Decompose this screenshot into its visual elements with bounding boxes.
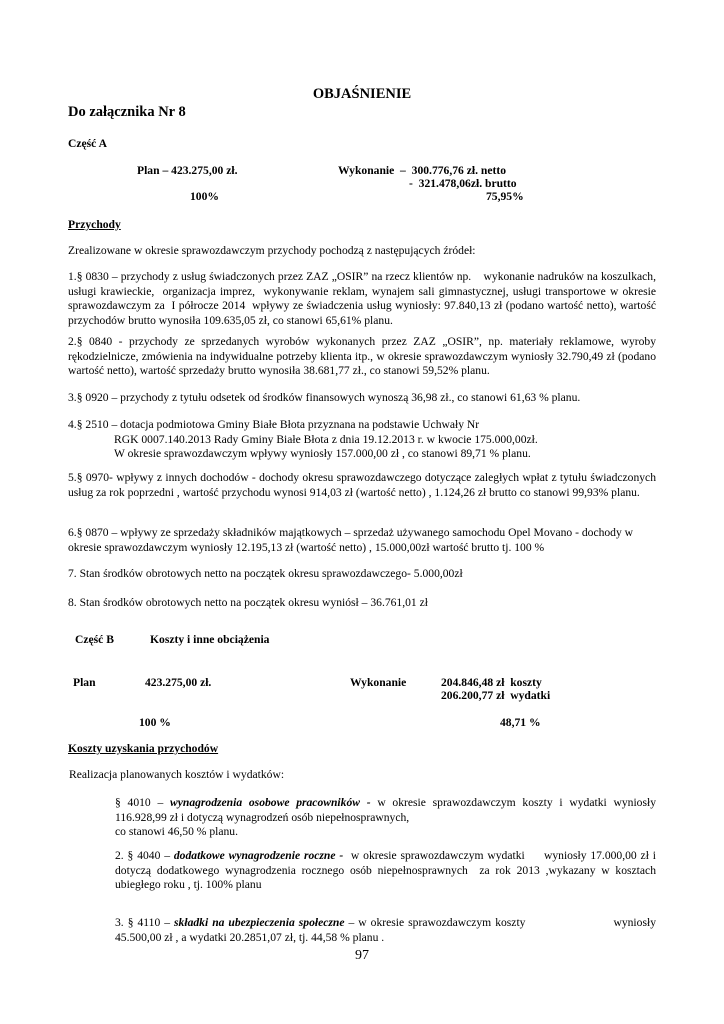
cost-item-1-text: w okresie sprawozdawczym koszty i wydatki wyniosły 116.928,99 zł i dotyczą wynagrodzeń osób niepełnosprawnych, (115, 796, 656, 824)
part-a-pct-exec: 75,95% (486, 190, 524, 203)
part-b-pct-exec: 48,71 % (500, 716, 541, 729)
costs-intro: Realizacja planowanych kosztów i wydatków: (69, 768, 285, 781)
part-b-exec-label: Wykonanie (350, 676, 407, 689)
part-b-pct-plan: 100 % (139, 716, 171, 729)
cost-item-2-prefix: 2. § 4040 – (115, 849, 174, 862)
income-item-4-line-2: RGK 0007.140.2013 Rady Gminy Białe Błota z dnia 19.12.2013 r. w kwocie 175.000,00zł. (114, 432, 538, 446)
page-number: 97 (355, 948, 369, 963)
income-item-1: 1.§ 0830 – przychody z usług świadczonych przez ZAZ „OSIR” na rzecz klientów np. wykonanie nadruków na koszulkach, usługi krawieckie, organizacja imprez, wykonywanie reklam, wynajem sali gimnastycznej, usługi transportowe w okresie sprawozdawczym za I półrocze 2014 wpływy ze świadczenia usług wyniosły: 97.840,13 zł (podano wartość netto), wartość przychodów brutto wynosiła 109.635,05 zł, co stanowi 65,61% planu. (68, 270, 659, 327)
income-intro: Zrealizowane w okresie sprawozdawczym przychody pochodzą z następujących źródeł: (68, 244, 476, 257)
part-b-subtitle: Koszty i inne obciążenia (150, 633, 270, 646)
cost-item-2 (115, 849, 659, 893)
part-b-exec-expenses: 206.200,77 zł wydatki (441, 689, 551, 702)
part-a-exec-net: Wykonanie – 300.776,76 zł. netto (338, 164, 507, 177)
cost-item-1-prefix: § 4010 – (115, 796, 170, 809)
income-item-4-line-1: 4.§ 2510 – dotacja podmiotowa Gminy Białe Błota przyznana na podstawie Uchwały Nr (68, 418, 480, 431)
cost-item-3-title: składki na ubezpieczenia społeczne (174, 916, 345, 929)
cost-item-1-title: wynagrodzenia osobowe pracowników - (170, 796, 371, 809)
income-item-8: 8. Stan środków obrotowych netto na początek okresu wyniósł – 36.761,01 zł (68, 596, 428, 609)
part-a-label: Część A (68, 137, 107, 150)
cost-item-3-prefix: 3. § 4110 – (115, 916, 175, 929)
income-heading: Przychody (68, 218, 121, 231)
page-title: OBJAŚNIENIE (312, 86, 412, 102)
income-item-7: 7. Stan środków obrotowych netto na początek okresu sprawozdawczego- 5.000,00zł (68, 567, 463, 580)
cost-item-2-text: w okresie sprawozdawczym wydatki wyniosły 17.000,00 zł i dotyczą dodatkowego wynagrodzenia rocznego osób niepełnosprawnych za rok 2013 ,wykazany w kosztach ubiegłego roku , tj. 100% planu (115, 849, 659, 891)
cost-item-3-text: – w okresie sprawozdawczym koszty wyniosły 45.500,00 zł , a wydatki 20.2851,07 zł, tj. 44,58 % planu . (115, 916, 659, 944)
part-b-plan-value: 423.275,00 zł. (145, 676, 212, 689)
cost-item-1-line-2: co stanowi 46,50 % planu. (115, 825, 239, 838)
income-item-4 (68, 418, 656, 462)
income-item-5: 5.§ 0970- wpływy z innych dochodów - dochody okresu sprawozdawczego dotyczące zaległych wpłat z tytułu świadczonych usług za rok poprzedni , wartość przychodu wynosi 914,03 zł (wartość netto) , 1.124,26 zł brutto co stanowi 99,93% planu. (68, 471, 656, 499)
part-a-exec-gross: - 321.478,06zł. brutto (409, 177, 517, 190)
attachment-heading: Do załącznika Nr 8 (68, 104, 186, 120)
part-b-label: Część B (75, 633, 114, 646)
cost-item-1 (115, 796, 656, 840)
part-a-pct-plan: 100% (190, 190, 219, 203)
income-item-3: 3.§ 0920 – przychody z tytułu odsetek od środków finansowych wynoszą 36,98 zł., co stanowi 61,63 % planu. (68, 391, 581, 404)
part-b-exec-costs: 204.846,48 zł koszty (441, 676, 542, 689)
cost-item-2-title: dodatkowe wynagrodzenie roczne - (173, 849, 344, 862)
income-item-2: 2.§ 0840 - przychody ze sprzedanych wyrobów wykonanych przez ZAZ „OSIR”, np. materiały reklamowe, wyroby rękodzielnicze, zmówienia na indywidualne potrzeby klienta itp., w okresie sprawozdawczym wyniosły 32.790,49 zł (podano wartość netto), wartość sprzedaży brutto wynosiła 38.681,77 zł., co stanowi 59,52% planu. (68, 335, 656, 377)
part-a-plan: Plan – 423.275,00 zł. (137, 164, 238, 177)
income-item-4-line-3: W okresie sprawozdawczym wpływy wyniosły 157.000,00 zł , co stanowi 89,71 % planu. (114, 447, 531, 460)
income-item-6: 6.§ 0870 – wpływy ze sprzedaży składników majątkowych – sprzedaż używanego samochodu Opel Movano - dochody w okresie sprawozdawczym wyniosły 12.195,13 zł (wartość netto) , 15.000,00zł wartość brutto tj. 100 % (68, 526, 634, 554)
part-b-plan-label: Plan (73, 676, 96, 689)
costs-heading: Koszty uzyskania przychodów (68, 742, 219, 755)
cost-item-3 (115, 916, 659, 945)
